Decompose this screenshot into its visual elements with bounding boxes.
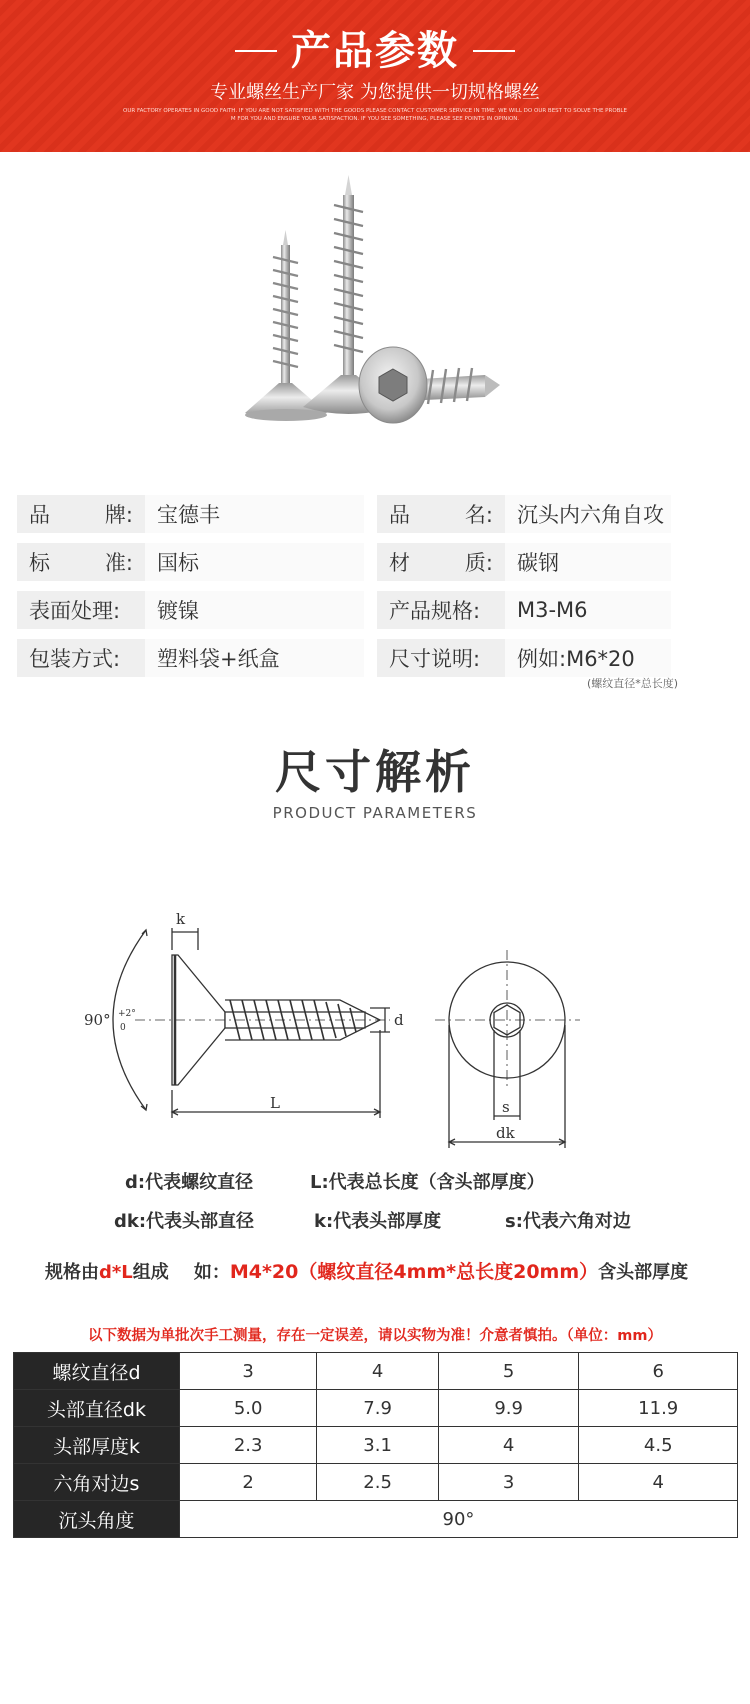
table-cell: 4.5 [579,1427,738,1464]
param-brand-value: 宝德丰 [145,495,364,533]
table-cell: 90° [179,1501,737,1538]
section-title: 尺寸解析 [275,745,475,799]
banner-title-row [0,26,750,76]
table-cell: 4 [579,1464,738,1501]
section-subtitle: PRODUCT PARAMETERS [272,804,478,822]
side-view [113,928,390,1118]
param-brand: 品 牌: 宝德丰 [17,495,364,533]
spec-text-1: 规格由 [45,1262,99,1283]
dim-label-d: d [394,1011,404,1029]
table-cell: 11.9 [579,1390,738,1427]
table-cell: 6 [579,1353,738,1390]
banner-fineprint-1: OUR FACTORY OPERATES IN GOOD FAITH. IF YOU ARE NOT SATISFIED WITH THE GOODS PLEASE CONTACT CUSTOMER SERVICE IN TIME. WE WILL DO OUR BEST TO SOLVE THE PROBLE [123,108,627,114]
spec-text-2: d*L [99,1262,133,1283]
legend-L: L:代表总长度（含头部厚度） [310,1172,545,1193]
param-packaging-label: 包装方式: [29,647,121,671]
dim-label-s: s [502,1098,510,1116]
spec-table-body [14,1353,738,1538]
table-cell: 3 [438,1464,579,1501]
table-row-label: 头部厚度k [14,1427,180,1464]
param-standard-label: 标 [29,551,50,575]
dim-label-L: L [270,1094,280,1112]
param-packaging-value: 塑料袋+纸盒 [145,639,364,677]
table-row-label: 六角对边s [14,1464,180,1501]
table-cell: 2.3 [179,1427,316,1464]
banner-fineprint-2: M FOR YOU AND ENSURE YOUR SATISFACTION. IF YOU SEE SOMETHING, PLEASE SEE POINTS IN OPINION. [230,116,520,122]
top-view [435,950,580,1148]
table-row [14,1390,738,1427]
table-cell: 9.9 [438,1390,579,1427]
legend-d: d:代表螺纹直径 [125,1172,254,1193]
spec-explanation [45,1257,688,1284]
dim-label-dk: dk [496,1124,515,1142]
dim-label-angle: 90° [84,1011,111,1029]
table-row-label: 沉头角度 [14,1501,180,1538]
param-standard: 标 准: 国标 [17,543,364,581]
param-standard-value: 国标 [145,543,364,581]
param-packaging [17,639,364,677]
param-size-desc [377,639,671,677]
measurement-notice: 以下数据为单批次手工测量，存在一定误差，请以实物为准！介意者慎拍。（单位：mm） [88,1328,662,1344]
product-photo [245,175,535,465]
param-brand-label: 品 [29,503,50,527]
table-cell: 5 [438,1353,579,1390]
legend-s: s:代表六角对边 [505,1211,631,1232]
spec-text-3: 组成 如： [132,1262,230,1283]
legend-dk: dk:代表头部直径 [114,1211,255,1232]
param-spec [377,591,671,629]
param-surface-label: 表面处理: [29,599,121,623]
banner-subtitle: 专业螺丝生产厂家 为您提供一切规格螺丝 [210,82,540,103]
table-cell: 2.5 [317,1464,439,1501]
param-material-value: 碳钢 [505,543,671,581]
table-cell: 2 [179,1464,316,1501]
banner-divider-left [235,50,277,52]
param-spec-label: 产品规格: [389,599,481,623]
legend-k: k:代表头部厚度 [314,1211,442,1232]
banner-title: 产品参数 [291,28,459,74]
table-row-label: 螺纹直径d [14,1353,180,1390]
param-size-desc-label: 尺寸说明: [389,647,481,671]
dim-label-angle-tol-low: 0 [120,1023,126,1033]
table-row-label: 头部直径dk [14,1390,180,1427]
table-row [14,1427,738,1464]
param-material-label: 材 [389,551,410,575]
banner-divider-right [473,50,515,52]
table-row [14,1501,738,1538]
screw-left-icon [245,230,327,421]
param-product-name-label: 品 [389,503,410,527]
spec-text-5: 含头部厚度 [598,1262,689,1283]
table-cell: 4 [438,1427,579,1464]
param-size-desc-value: 例如:M6*20 [505,639,671,677]
header-banner [0,0,750,152]
screw-hex-head-icon [359,347,500,423]
table-cell: 3 [179,1353,316,1390]
param-product-name: 品 名: 沉头内六角自攻 [377,495,671,533]
param-surface [17,591,364,629]
table-cell: 3.1 [317,1427,439,1464]
spec-example: M4*20（螺纹直径4mm*总长度20mm） [229,1261,599,1283]
dimension-diagram [80,890,680,1150]
table-cell: 4 [317,1353,439,1390]
table-cell: 7.9 [317,1390,439,1427]
spec-table [13,1352,738,1538]
param-surface-value: 镀镍 [145,591,364,629]
table-row [14,1353,738,1390]
dim-label-angle-tol: +2° [118,1009,136,1019]
param-size-note: (螺纹直径*总长度) [587,677,679,690]
param-product-name-value: 沉头内六角自攻 [505,495,671,533]
param-spec-value: M3-M6 [505,591,671,629]
param-material: 材 质: 碳钢 [377,543,671,581]
dim-label-k: k [176,910,186,928]
table-cell: 5.0 [179,1390,316,1427]
table-row [14,1464,738,1501]
